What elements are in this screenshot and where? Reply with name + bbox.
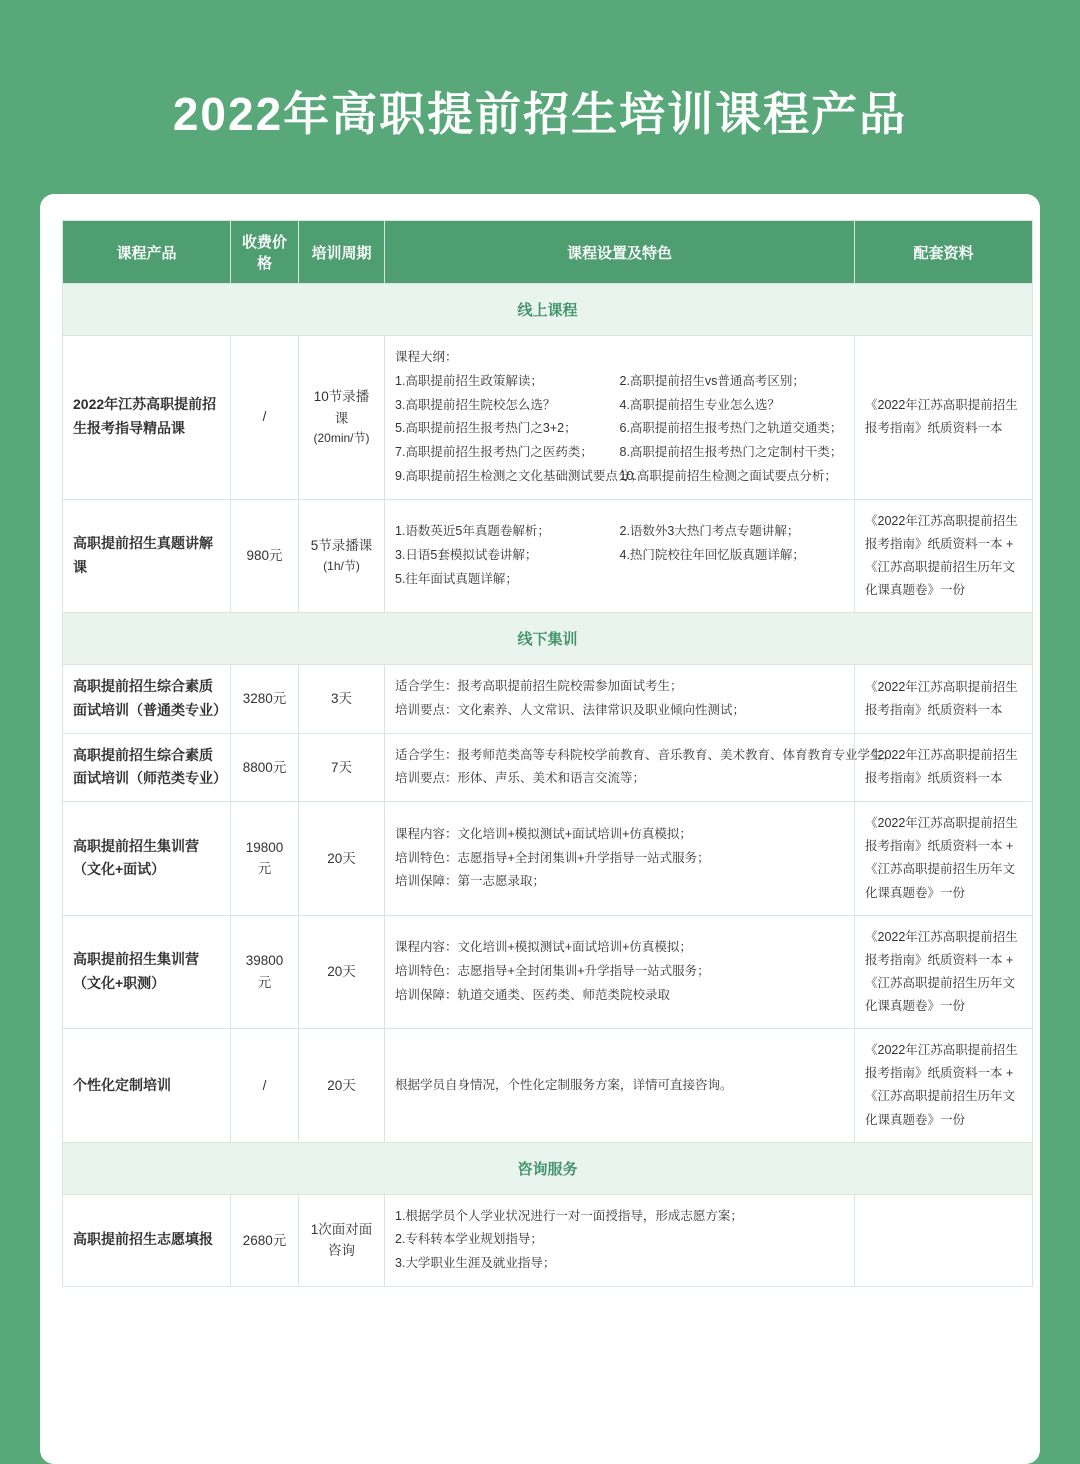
feature-item: 10.高职提前招生检测之面试要点分析；	[619, 468, 837, 483]
table-row	[63, 802, 1033, 916]
section-header-consulting	[63, 1142, 1033, 1194]
feature-item: 培训特色：志愿指导+全封闭集训+升学指导一站式服务；	[395, 850, 710, 865]
feature-item: 1.根据学员个人学业状况进行一对一面授指导，形成志愿方案；	[395, 1208, 743, 1223]
course-name: 高职提前招生志愿填报	[63, 1194, 231, 1286]
feature-item: 2.高职提前招生vs普通高考区别；	[619, 373, 805, 388]
course-table	[62, 220, 1033, 1287]
feature-item: 8.高职提前招生报考热门之定制村干类；	[619, 445, 843, 459]
course-materials: 《2022年江苏高职提前招生报考指南》纸质资料一本	[855, 665, 1033, 734]
course-features	[385, 499, 855, 613]
feature-item: 培训保障：第一志愿录取；	[395, 874, 546, 889]
course-features	[385, 802, 855, 916]
feature-item: 7.高职提前招生报考热门之医药类；	[395, 445, 593, 459]
course-features	[385, 1194, 855, 1286]
feature-title: 课程大纲：	[395, 350, 458, 364]
content-card	[40, 194, 1040, 1464]
feature-item: 6.高职提前招生报考热门之轨道交通类；	[619, 421, 843, 436]
course-name: 高职提前招生综合素质面试培训（师范类专业）	[63, 733, 231, 802]
course-name: 高职提前招生真题讲解课	[63, 499, 231, 613]
course-materials: 《2022年江苏高职提前招生报考指南》纸质资料一本	[855, 336, 1033, 500]
feature-item: 2.语数外3大热门考点专题讲解；	[619, 524, 800, 539]
course-materials: 《2022年江苏高职提前招生报考指南》纸质资料一本 + 《江苏高职提前招生历年文化课真题卷》一份	[855, 915, 1033, 1029]
column-header-features: 课程设置及特色	[385, 221, 855, 284]
course-name: 高职提前招生集训营（文化+职测）	[63, 915, 231, 1029]
course-period: 3天	[299, 665, 385, 734]
feature-item: 3.日语5套模拟试卷讲解；	[395, 547, 538, 562]
course-features	[385, 733, 896, 802]
feature-item: 培训保障：轨道交通类、医药类、师范类院校录取	[395, 987, 671, 1002]
feature-item: 培训要点：形体、声乐、美术和语言交流等；	[395, 771, 646, 786]
feature-item: 适合学生：报考高职提前招生院校需参加面试考生；	[395, 679, 683, 694]
feature-list	[395, 1205, 844, 1276]
feature-list	[395, 675, 844, 723]
section-header-offline	[63, 613, 1033, 665]
feature-list	[395, 744, 896, 792]
feature-item: 2.专科转本学业规划指导；	[395, 1232, 543, 1247]
feature-list	[395, 1074, 844, 1098]
feature-item: 4.热门院校往年回忆版真题详解；	[619, 547, 805, 562]
period-sub: 咨询	[328, 1243, 355, 1259]
course-name: 高职提前招生集训营（文化+面试）	[63, 802, 231, 916]
table-row	[63, 336, 1033, 500]
course-period: 7天	[299, 733, 385, 802]
feature-item: 课程内容：文化培训+模拟测试+面试培训+仿真模拟；	[395, 940, 692, 955]
column-header-product: 课程产品	[63, 221, 231, 284]
course-name: 2022年江苏高职提前招生报考指导精品课	[63, 336, 231, 500]
table-row	[63, 733, 1033, 802]
column-header-price: 收费价格	[231, 221, 299, 284]
period-sub: (20min/节)	[313, 431, 370, 446]
course-name: 高职提前招生综合素质面试培训（普通类专业）	[63, 665, 231, 734]
feature-item: 1.语数英近5年真题卷解析；	[395, 524, 550, 539]
table-row	[63, 499, 1033, 613]
course-features	[385, 665, 855, 734]
table-header-row	[63, 221, 1033, 284]
course-materials	[855, 1194, 1033, 1286]
table-row	[63, 1194, 1033, 1286]
feature-item: 4.高职提前招生专业怎么选？	[619, 397, 780, 412]
section-label: 咨询服务	[63, 1142, 1033, 1194]
feature-grid	[395, 370, 844, 489]
course-price: 3280元	[231, 665, 299, 734]
course-price: 39800元	[231, 915, 299, 1029]
course-price: /	[231, 1029, 299, 1143]
feature-item: 3.高职提前招生院校怎么选？	[395, 397, 556, 412]
feature-grid	[395, 520, 844, 591]
feature-item: 5.往年面试真题详解；	[395, 571, 518, 586]
course-period: 20天	[299, 1029, 385, 1143]
table-body	[63, 284, 1033, 1287]
course-materials: 《2022年江苏高职提前招生报考指南》纸质资料一本 + 《江苏高职提前招生历年文化课真题卷》一份	[855, 1029, 1033, 1143]
feature-item: 适合学生：报考师范类高等专科院校学前教育、音乐教育、美术教育、体育教育专业学生；	[395, 747, 896, 762]
course-name: 个性化定制培训	[63, 1029, 231, 1143]
course-features	[385, 915, 855, 1029]
section-label: 线上课程	[63, 284, 1033, 336]
table-row	[63, 1029, 1033, 1143]
course-price: /	[231, 336, 299, 500]
course-features	[385, 1029, 855, 1143]
course-price: 19800元	[231, 802, 299, 916]
course-period	[299, 499, 385, 613]
table-header	[63, 221, 1033, 284]
feature-item: 3.大学职业生涯及就业指导；	[395, 1256, 556, 1271]
feature-item: 5.高职提前招生报考热门之3+2；	[395, 421, 577, 436]
period-main: 10节录播课	[313, 389, 370, 426]
feature-item: 根据学员自身情况，个性化定制服务方案，详情可直接咨询。	[395, 1077, 733, 1092]
column-header-materials: 配套资料	[855, 221, 1033, 284]
course-price: 8800元	[231, 733, 299, 802]
feature-item: 1.高职提前招生政策解读；	[395, 373, 543, 388]
section-header-online	[63, 284, 1033, 336]
section-label: 线下集训	[63, 613, 1033, 665]
period-main: 5节录播课	[310, 538, 373, 554]
page-title: 2022年高职提前招生培训课程产品	[172, 88, 908, 140]
course-materials: 《2022年江苏高职提前招生报考指南》纸质资料一本	[855, 733, 1033, 802]
feature-list	[395, 823, 844, 894]
course-period	[299, 336, 385, 500]
feature-item: 培训要点：文化素养、人文常识、法律常识及职业倾向性测试；	[395, 702, 746, 717]
course-features	[385, 336, 855, 500]
course-period: 20天	[299, 915, 385, 1029]
table-row	[63, 915, 1033, 1029]
course-price: 980元	[231, 499, 299, 613]
period-main: 1次面对面	[310, 1221, 373, 1237]
course-period: 20天	[299, 802, 385, 916]
feature-item: 培训特色：志愿指导+全封闭集训+升学指导一站式服务；	[395, 964, 710, 979]
course-materials: 《2022年江苏高职提前招生报考指南》纸质资料一本 + 《江苏高职提前招生历年文化课真题卷》一份	[855, 499, 1033, 613]
column-header-period: 培训周期	[299, 221, 385, 284]
course-price: 2680元	[231, 1194, 299, 1286]
course-materials: 《2022年江苏高职提前招生报考指南》纸质资料一本 + 《江苏高职提前招生历年文化课真题卷》一份	[855, 802, 1033, 916]
feature-list	[395, 936, 844, 1007]
course-period	[299, 1194, 385, 1286]
feature-item: 课程内容：文化培训+模拟测试+面试培训+仿真模拟；	[395, 826, 692, 841]
period-sub: (1h/节)	[323, 558, 360, 573]
feature-item: 9.高职提前招生检测之文化基础测试要点分；	[395, 468, 643, 483]
table-row	[63, 665, 1033, 734]
